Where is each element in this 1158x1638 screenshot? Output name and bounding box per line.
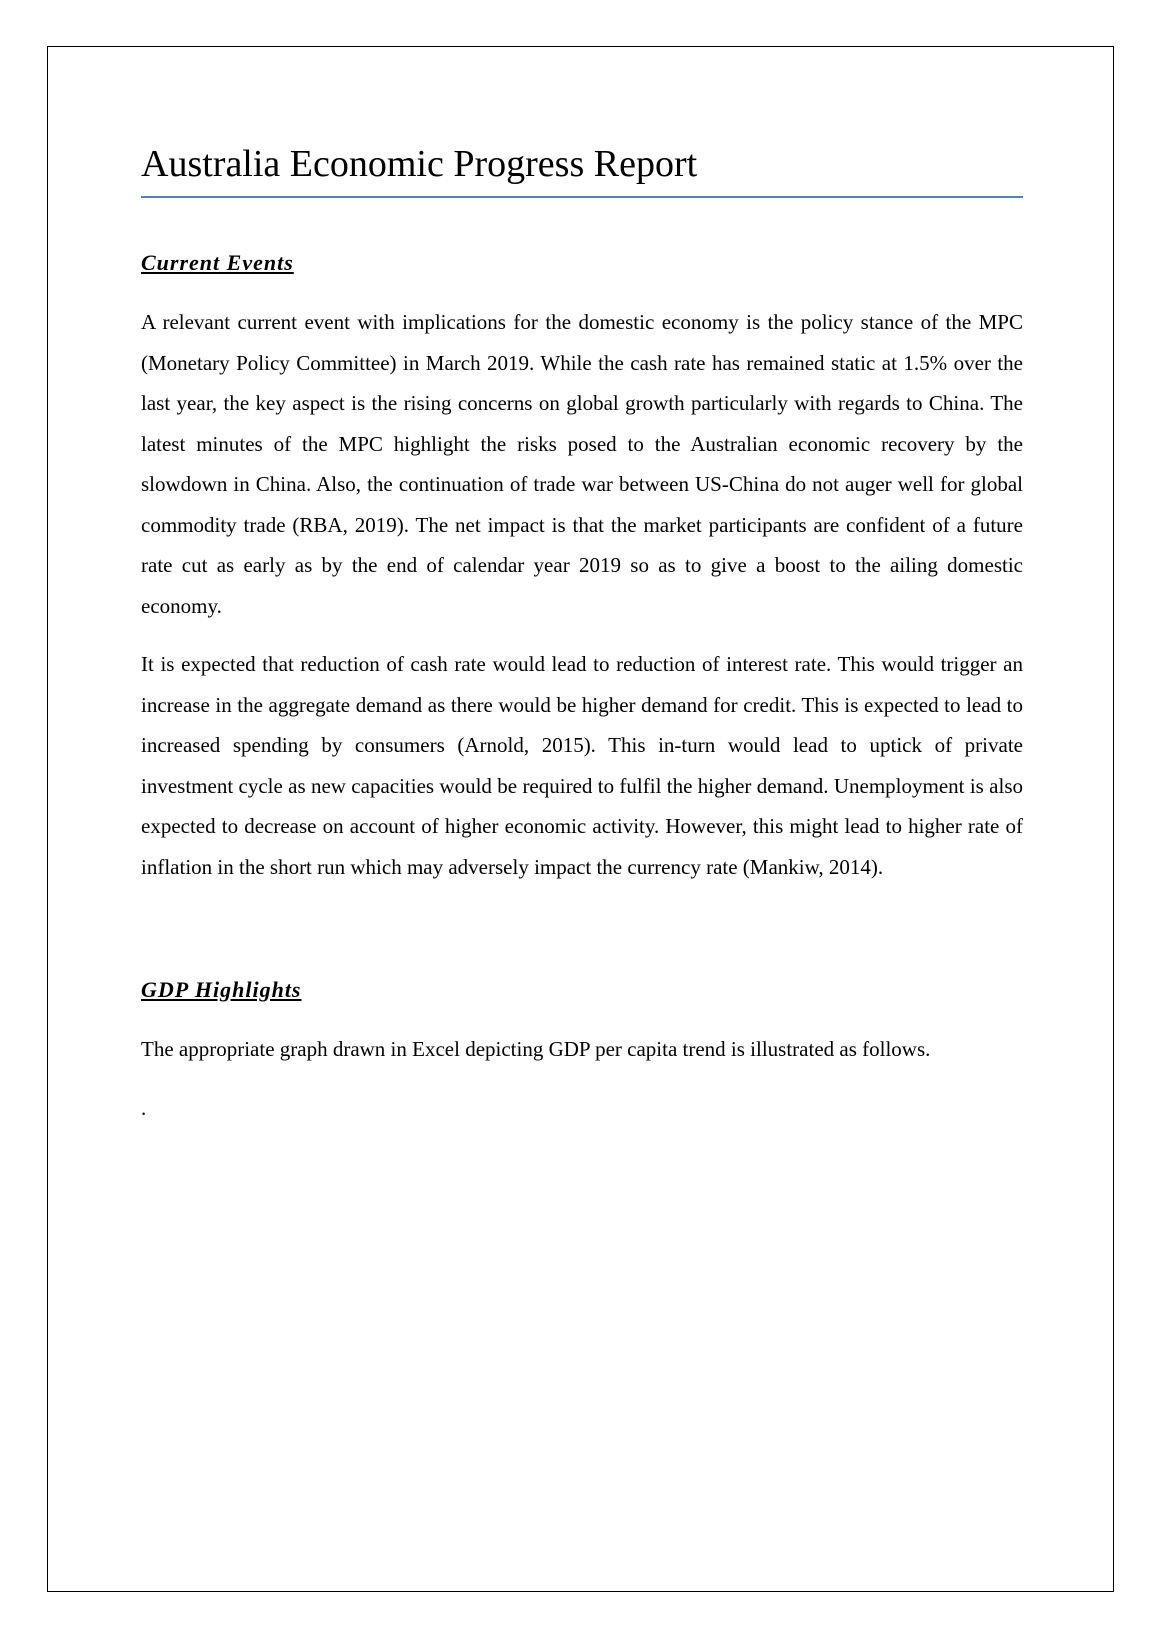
section-heading-current-events: Current Events <box>141 250 294 275</box>
paragraph-gdp-highlights-1: The appropriate graph drawn in Excel depicting GDP per capita trend is illustrated as follows. <box>141 1037 931 1061</box>
section-heading-gdp-highlights: GDP Highlights <box>141 977 302 1002</box>
paragraph-current-events-1: A relevant current event with implications for the domestic economy is the policy stance of the MPC (Monetary Policy Committee) in March 2019. While the cash rate has remained static at 1.5% over the last year, the key aspect is the rising concerns on global growth particularly with regards to China. The latest minutes of the MPC highlight the risks posed to the Australian economic recovery by the slowdown in China. Also, the continuation of trade war between US-China do not auger well for global commodity trade (RBA, 2019). The net impact is that the market participants are confident of a future rate cut as early as by the end of calendar year 2019 so as to give a boost to the ailing domestic economy. <box>141 310 1023 618</box>
paragraph-current-events-2: It is expected that reduction of cash rate would lead to reduction of interest rate. This would trigger an increase in the aggregate demand as there would be higher demand for credit. This is expected to lead to increased spending by consumers (Arnold, 2015). This in-turn would lead to uptick of private investment cycle as new capacities would be required to fulfil the higher demand. Unemployment is also expected to decrease on account of higher economic activity. However, this might lead to higher rate of inflation in the short run which may adversely impact the currency rate (Mankiw, 2014). <box>141 652 1023 879</box>
trailing-period: . <box>141 1095 147 1120</box>
document-body <box>141 138 1023 1128</box>
document-title: Australia Economic Progress Report <box>141 138 1023 198</box>
